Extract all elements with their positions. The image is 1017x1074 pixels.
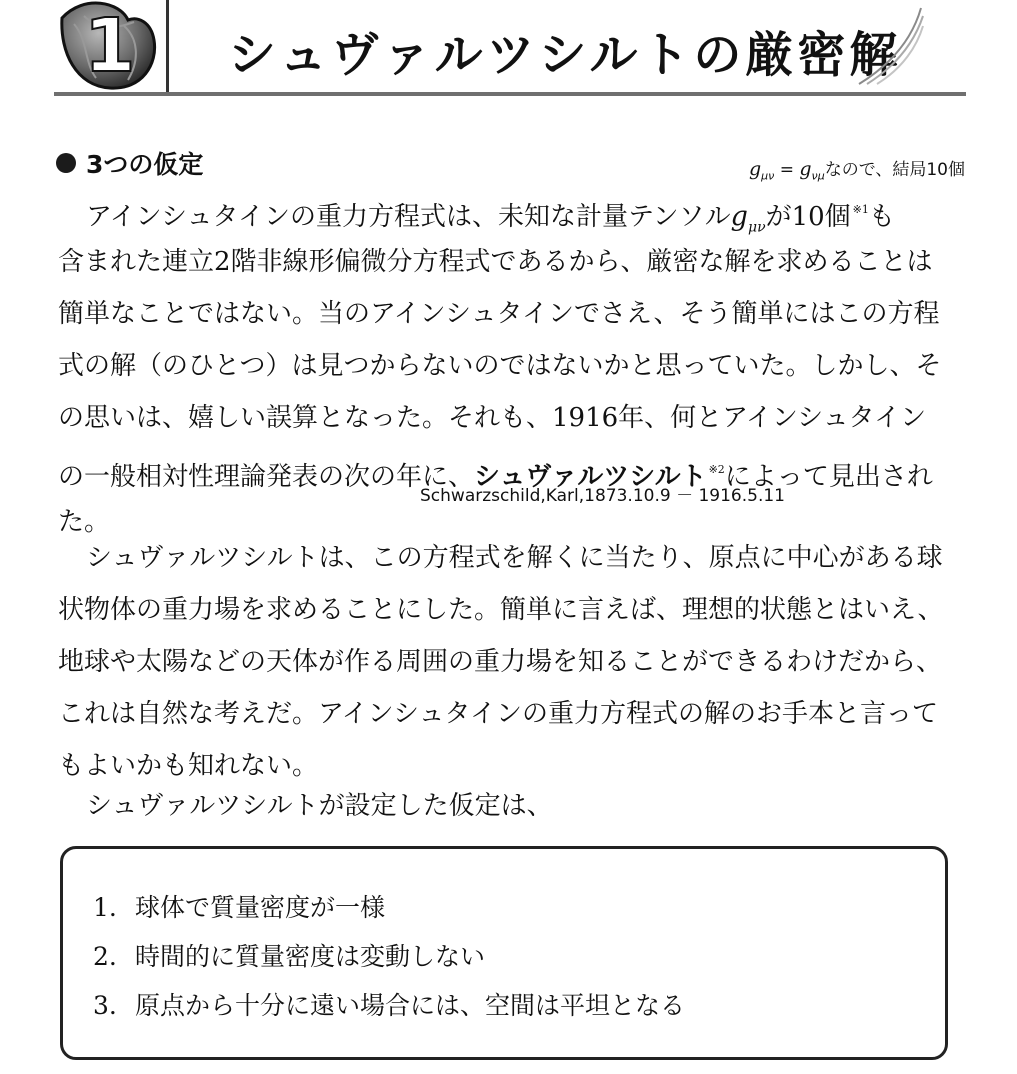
text-span: アインシュタインの重力方程式は、未知な計量テンソル: [86, 202, 731, 232]
list-item: [93, 883, 685, 932]
text-span: の一般相対性理論発表の次の年に、: [58, 462, 475, 492]
paragraph-line: 式の解（のひとつ）は見つからないのではないかと思っていた。しかし、そ: [58, 351, 942, 381]
paragraph-line: シュヴァルツシルトは、この方程式を解くに当たり、原点に中心がある球: [86, 543, 943, 573]
list-item-number: 1.: [93, 893, 117, 922]
assumptions-list: [93, 883, 685, 1030]
assumptions-box: [60, 846, 948, 1060]
margin-note-text: なので、結局10個: [824, 160, 965, 180]
paragraph-line: 簡単なことではない。当のアインシュタインでさえ、そう簡単にはこの方程: [58, 299, 940, 329]
paragraph-2: [58, 532, 944, 792]
metric-tensor-symbol: [730, 201, 766, 236]
paragraph-line: の思いは、嬉しい誤算となった。それも、1916年、何とアインシュタイン: [58, 403, 927, 433]
metric-symbol: g: [799, 158, 812, 180]
paragraph-line: た。: [58, 507, 111, 537]
list-item: [93, 932, 685, 981]
paragraph-line: シュヴァルツシルトが設定した仮定は、: [86, 791, 553, 821]
paragraph-line: もよいかも知れない。: [58, 751, 319, 781]
text-span: も: [868, 202, 895, 232]
bold-term: シュヴァルツシルト: [474, 462, 707, 492]
metric-symbol: g: [748, 158, 762, 180]
paragraph-line: [58, 184, 941, 236]
page-title: シュヴァルツシルトの厳密解: [228, 27, 902, 83]
list-item-text: 原点から十分に遠い場合には、空間は平坦となる: [135, 991, 686, 1020]
footnote-marker: ※2: [708, 463, 725, 476]
list-item-number: 3.: [93, 991, 117, 1020]
metric-subscript: μν: [747, 219, 766, 236]
text-span: が10個: [765, 202, 851, 232]
text-span: によって見出され: [724, 462, 933, 492]
margin-note: [749, 155, 965, 182]
metric-subscript: νμ: [811, 169, 825, 183]
metric-symbol: g: [730, 201, 748, 232]
title-swoosh-decoration: [855, 6, 925, 86]
header-divider-vertical: [166, 0, 169, 93]
list-item-text: 時間的に質量密度は変動しない: [135, 942, 486, 971]
chapter-number: 1: [84, 3, 136, 89]
paragraph-line: 状物体の重力場を求めることにした。簡単に言えば、理想的状態とはいえ、: [58, 595, 944, 625]
chapter-number-badge: [54, 0, 160, 92]
list-item: [93, 981, 685, 1030]
name-annotation: Schwarzschild,Karl,1873.10.9 － 1916.5.11: [420, 486, 785, 506]
list-item-number: 2.: [93, 942, 117, 971]
footnote-marker: ※1: [852, 203, 869, 216]
section-heading-text: 3つの仮定: [86, 150, 204, 179]
metric-subscript: μν: [761, 169, 775, 183]
section-heading: [56, 146, 203, 180]
bullet-dot-icon: [56, 153, 76, 173]
paragraph-3: [58, 780, 553, 832]
paragraph-line: 含まれた連立2階非線形偏微分方程式であるから、厳密な解を求めることは: [58, 247, 933, 277]
equals-sign: =: [774, 160, 800, 180]
header-rule: [54, 92, 966, 96]
paragraph-line: 地球や太陽などの天体が作る周囲の重力場を知ることができるわけだから、: [58, 647, 943, 677]
list-item-text: 球体で質量密度が一様: [135, 893, 386, 922]
chapter-header: [0, 0, 1017, 100]
paragraph-line: これは自然な考えだ。アインシュタインの重力方程式の解のお手本と言って: [58, 699, 938, 729]
